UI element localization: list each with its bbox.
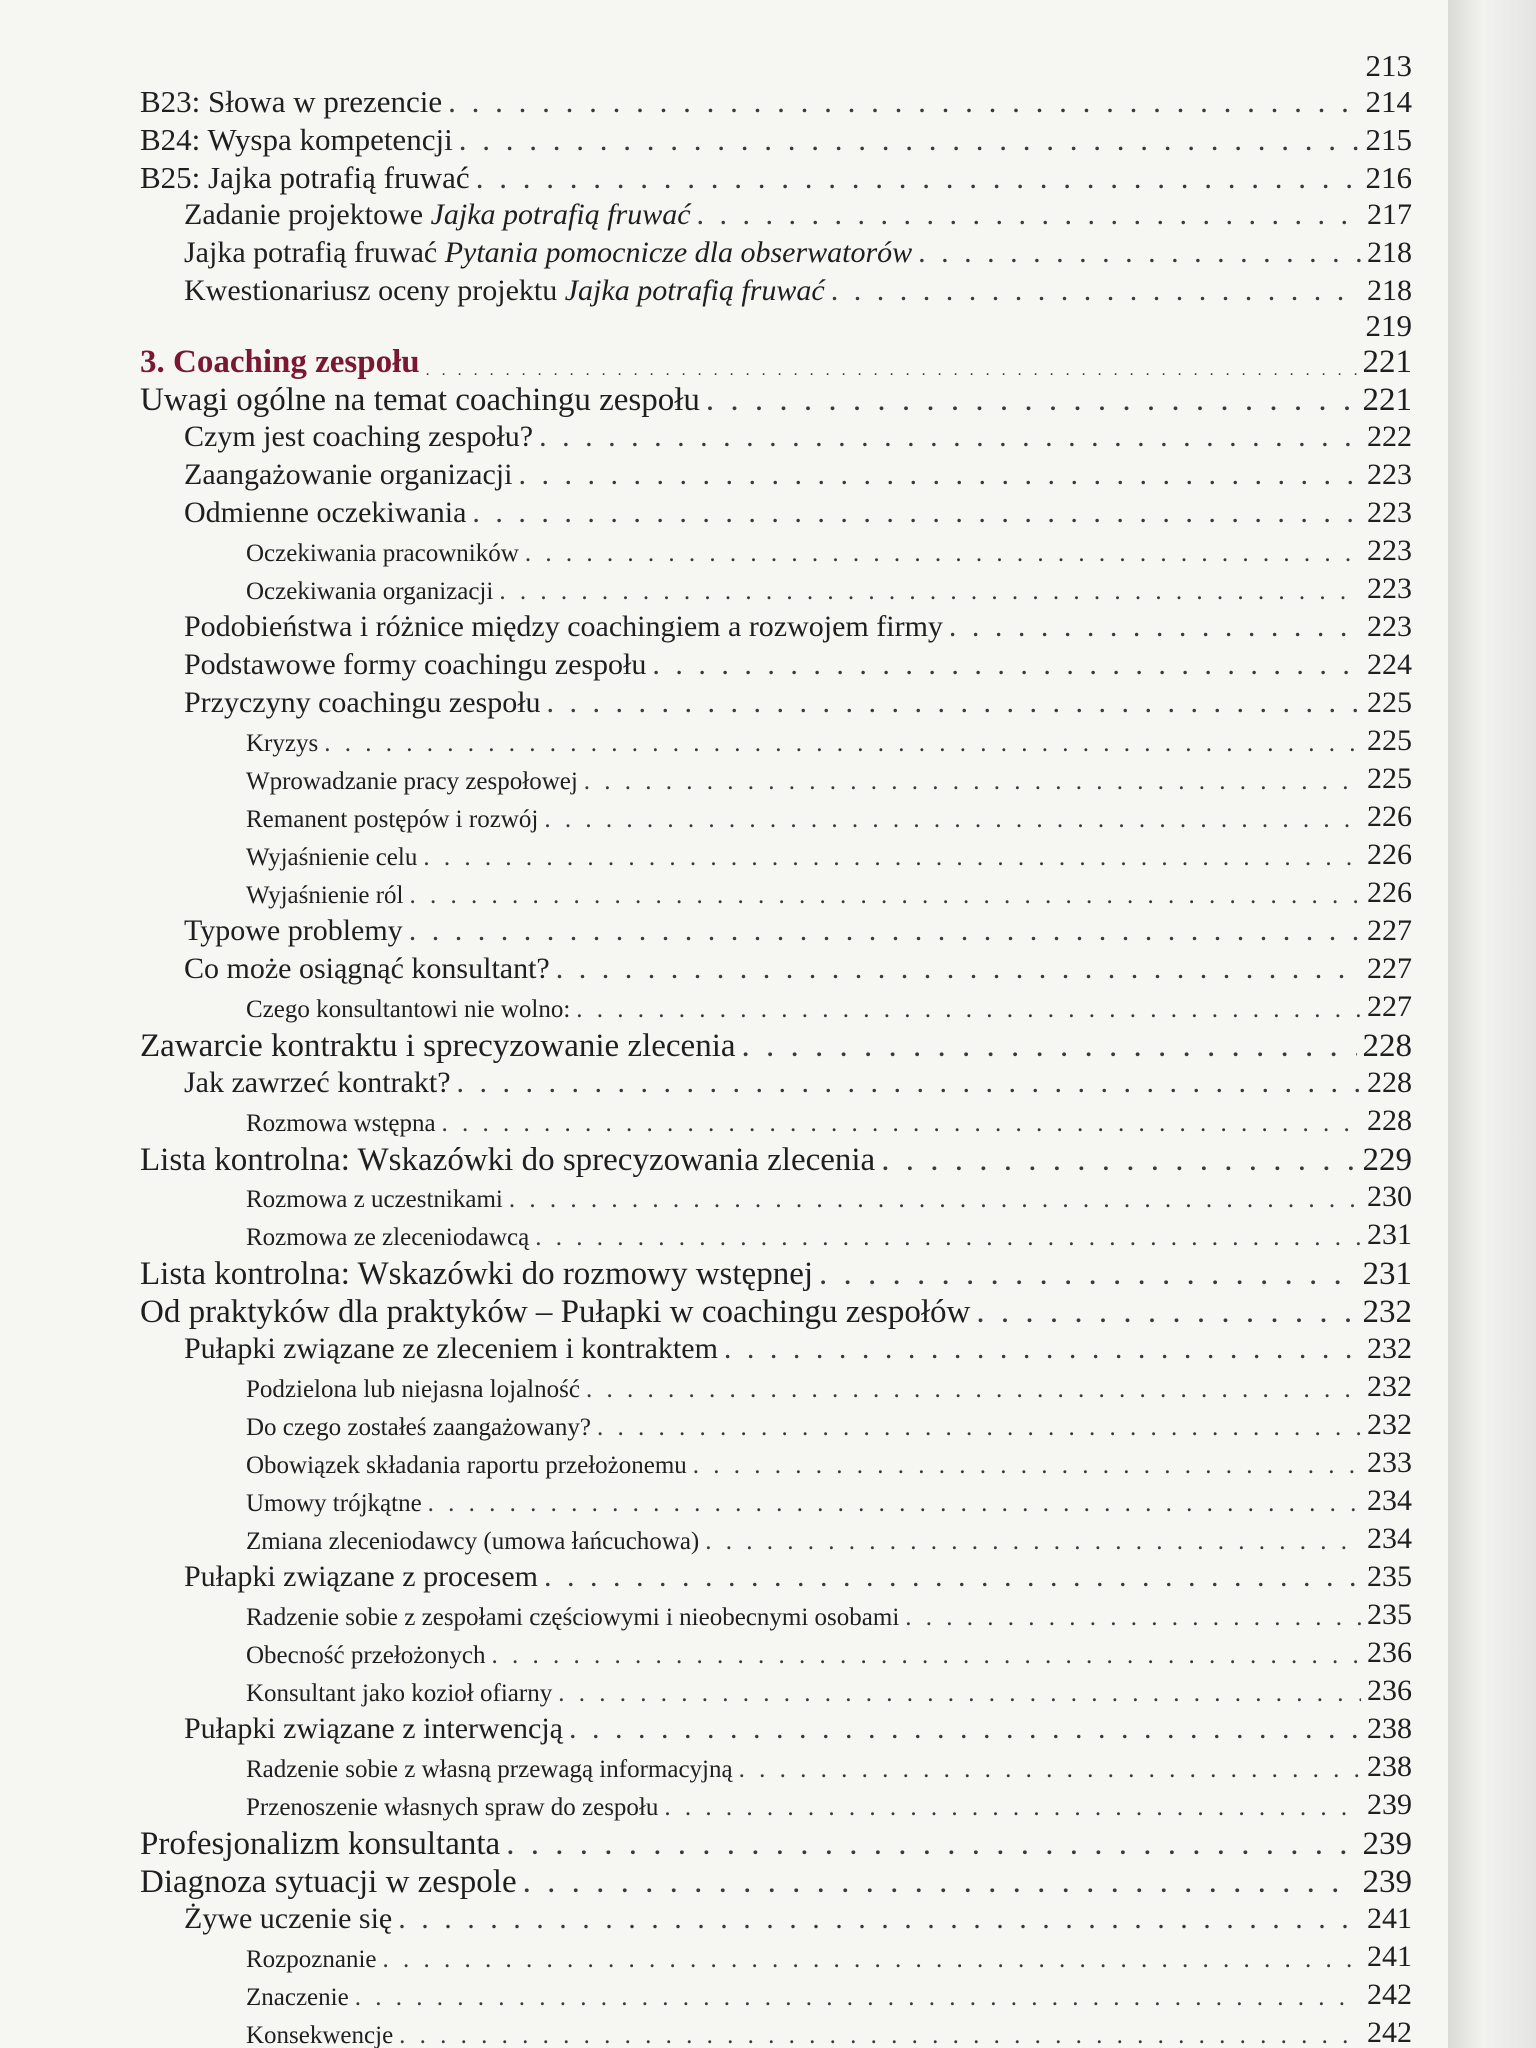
page-number: 215 [1365, 122, 1412, 157]
page-number: 223 [1367, 496, 1412, 529]
dot-leader [399, 2023, 1361, 2048]
toc-entry: Czego konsultantowi nie wolno: . . . 227 [140, 992, 1412, 1022]
page-number: 232 [1367, 1370, 1412, 1403]
page-number: 239 [1362, 1826, 1412, 1862]
dot-leader [476, 162, 1360, 193]
page-number: 231 [1367, 1218, 1412, 1251]
dot-leader [499, 579, 1361, 604]
toc-entry: Radzenie sobie z własną przewagą informacyjną . . . 238 [140, 1752, 1412, 1782]
dot-leader [664, 1795, 1361, 1820]
toc-entry: Typowe problemy . . . 227 [140, 916, 1412, 946]
page-number: 224 [1367, 648, 1412, 681]
page-number: 226 [1367, 800, 1412, 833]
page-number: 225 [1367, 686, 1412, 719]
dot-leader [918, 238, 1361, 268]
toc-entry: Radzenie sobie z zespołami częściowymi i nieobecnymi osobami . . . 235 [140, 1600, 1412, 1630]
dot-leader [697, 200, 1361, 230]
toc-entry: Konsekwencje . . . 242 [140, 2018, 1412, 2048]
page-number: 223 [1367, 572, 1412, 605]
dot-leader [706, 384, 1357, 417]
toc-entry: Podstawowe formy coachingu zespołu . . . 224 [140, 650, 1412, 680]
dot-leader [576, 997, 1361, 1022]
dot-leader [324, 731, 1361, 756]
page-number: 232 [1367, 1332, 1412, 1365]
page-number: 217 [1367, 198, 1412, 231]
page-number: 218 [1367, 274, 1412, 307]
toc-entry: Oczekiwania organizacji . . . 223 [140, 574, 1412, 604]
page-number: 238 [1367, 1750, 1412, 1783]
toc-entry: Rozmowa z uczestnikami . . . 230 [140, 1182, 1412, 1212]
page-number: 228 [1362, 1028, 1412, 1064]
toc-entry: Rozmowa wstępna . . . 228 [140, 1106, 1412, 1136]
toc-entry: B25: Jajka potrafią fruwać . . . 216 [140, 162, 1412, 193]
dot-leader [558, 1681, 1361, 1706]
toc-entry: Podobieństwa i różnice między coachingiem a rozwojem firmy . . . 223 [140, 612, 1412, 642]
toc-entry: Obecność przełożonych . . . 236 [140, 1638, 1412, 1668]
page-number: 227 [1367, 990, 1412, 1023]
dot-leader [459, 124, 1360, 155]
toc-entry: Co może osiągnąć konsultant? . . . 227 [140, 954, 1412, 984]
toc-entry: Kwestionariusz oceny projektu Jajka potrafią fruwać . . . 218 [140, 276, 1412, 306]
dot-leader [383, 1947, 1361, 1972]
page-number: 219 [1365, 308, 1412, 343]
page-number: 221 [1362, 382, 1412, 418]
dot-leader [398, 1904, 1361, 1934]
dot-leader [409, 916, 1361, 946]
book-page-edge [1448, 0, 1536, 2048]
dot-leader [523, 1866, 1357, 1899]
dot-leader [448, 86, 1359, 117]
dot-leader [547, 688, 1361, 718]
dot-leader [472, 498, 1361, 528]
dot-leader [976, 1296, 1356, 1329]
toc-entry: Podzielona lub niejasna lojalność . . . 232 [140, 1372, 1412, 1402]
page-number: 223 [1367, 458, 1412, 491]
toc-entry: Zaangażowanie organizacji . . . 223 [140, 460, 1412, 490]
toc-entry: Zadanie projektowe Jajka potrafią fruwać . . . 217 [140, 200, 1412, 230]
dot-leader [584, 769, 1361, 794]
toc-entry: Lista kontrolna: Wskazówki do rozmowy wstępnej . . . 231 [140, 1258, 1412, 1291]
page-number: 235 [1367, 1560, 1412, 1593]
page-number: 226 [1367, 876, 1412, 909]
dot-leader [525, 541, 1361, 566]
toc-entry: Kryzys . . . 225 [140, 726, 1412, 756]
page-number: 228 [1367, 1066, 1412, 1099]
page-number: 238 [1367, 1712, 1412, 1745]
dot-leader [535, 1225, 1361, 1250]
toc-entry: B23: Słowa w prezencie . . . 214 [140, 86, 1412, 117]
page-number: 214 [1365, 84, 1412, 119]
page-number: 227 [1367, 914, 1412, 947]
toc-entry: Umowy trójkątne . . . 234 [140, 1486, 1412, 1516]
dot-leader [881, 1144, 1356, 1177]
page-number: 241 [1367, 1940, 1412, 1973]
page-number: 234 [1367, 1484, 1412, 1517]
dot-leader [556, 954, 1361, 984]
toc-entry: Lista kontrolna: Wskazówki do sprecyzowania zlecenia . . . 229 [140, 1144, 1412, 1177]
page-number: 225 [1367, 724, 1412, 757]
dot-leader [428, 1491, 1361, 1516]
toc-entry: Remanent postępów i rozwój . . . 226 [140, 802, 1412, 832]
dot-leader [442, 1111, 1361, 1136]
toc-entry: Pułapki związane z procesem . . . 235 [140, 1562, 1412, 1592]
page-number: 234 [1367, 1522, 1412, 1555]
page-number: 236 [1367, 1636, 1412, 1669]
dot-leader [509, 1187, 1361, 1212]
page-number: 228 [1367, 1104, 1412, 1137]
dot-leader [355, 1985, 1361, 2010]
page-number: 236 [1367, 1674, 1412, 1707]
toc-entry: Zawarcie kontraktu i sprecyzowanie zlecenia . . . 228 [140, 1030, 1412, 1063]
page-number: 233 [1367, 1446, 1412, 1479]
page-number: 223 [1367, 534, 1412, 567]
toc-entry: Jajka potrafią fruwać Pytania pomocnicze dla obserwatorów . . . 218 [140, 238, 1412, 268]
toc-entry: Uwagi ogólne na temat coachingu zespołu . . . 221 [140, 384, 1412, 417]
dot-leader [409, 883, 1361, 908]
dot-leader [518, 460, 1361, 490]
page-number: 229 [1362, 1142, 1412, 1178]
dot-leader [652, 650, 1361, 680]
dot-leader [724, 1334, 1361, 1364]
page-number: 232 [1367, 1408, 1412, 1441]
chapter-heading: 3. Coaching zespołu . . . 221 [140, 346, 1412, 379]
dot-leader [544, 1562, 1361, 1592]
toc-entry: Konsultant jako kozioł ofiarny . . . 236 [140, 1676, 1412, 1706]
toc-entry: Rozmowa ze zleceniodawcą . . . 231 [140, 1220, 1412, 1250]
toc-entry: Przenoszenie własnych spraw do zespołu . . . 239 [140, 1790, 1412, 1820]
toc-entry: Rozpoznanie . . . 241 [140, 1942, 1412, 1972]
dot-leader [506, 1828, 1356, 1861]
dot-leader [569, 1714, 1361, 1744]
toc-entry: Diagnoza sytuacji w zespole . . . 239 [140, 1866, 1412, 1899]
page-number: 213 [1365, 48, 1412, 83]
toc-entry: Profesjonalizm konsultanta . . . 239 [140, 1828, 1412, 1861]
toc-entry: Wprowadzanie pracy zespołowej . . . 225 [140, 764, 1412, 794]
toc-entry: Zmiana zleceniodawcy (umowa łańcuchowa) . . . 234 [140, 1524, 1412, 1554]
page-number: 223 [1367, 610, 1412, 643]
page-number: 232 [1362, 1294, 1412, 1330]
page-number: 242 [1367, 1978, 1412, 2011]
toc-entry: Wyjaśnienie celu . . . 226 [140, 840, 1412, 870]
dot-leader [831, 276, 1361, 306]
dot-leader [597, 1415, 1361, 1440]
page-number: 227 [1367, 952, 1412, 985]
page-number: 242 [1367, 2016, 1412, 2048]
dot-leader [539, 422, 1361, 452]
dot-leader [819, 1258, 1356, 1291]
toc-entry: Obowiązek składania raportu przełożonemu . . . 233 [140, 1448, 1412, 1478]
page-number: 231 [1362, 1256, 1412, 1292]
dot-leader [491, 1643, 1361, 1668]
toc-entry: Wyjaśnienie ról . . . 226 [140, 878, 1412, 908]
toc-entry: Odmienne oczekiwania . . . 223 [140, 498, 1412, 528]
toc-entry: Przyczyny coachingu zespołu . . . 225 [140, 688, 1412, 718]
dot-leader [423, 845, 1361, 870]
dot-leader [544, 807, 1361, 832]
page-number: 221 [1362, 344, 1412, 380]
toc-entry: Znaczenie . . . 242 [140, 1980, 1412, 2010]
page-number: 239 [1367, 1788, 1412, 1821]
page-number: 235 [1367, 1598, 1412, 1631]
dot-leader [705, 1529, 1361, 1554]
toc-entry: Czym jest coaching zespołu? . . . 222 [140, 422, 1412, 452]
toc-entry: Do czego zostałeś zaangażowany? . . . 232 [140, 1410, 1412, 1440]
dot-leader [693, 1453, 1361, 1478]
dot-leader [949, 612, 1361, 642]
page-number: 218 [1367, 236, 1412, 269]
page-number: 222 [1367, 420, 1412, 453]
page-number: 225 [1367, 762, 1412, 795]
dot-leader [742, 1030, 1357, 1063]
page-number: 230 [1367, 1180, 1412, 1213]
dot-leader [905, 1605, 1361, 1630]
toc-entry: Pułapki związane ze zleceniem i kontraktem . . . 232 [140, 1334, 1412, 1364]
page-number: 241 [1367, 1902, 1412, 1935]
dot-leader [586, 1377, 1361, 1402]
dot-leader [739, 1757, 1361, 1782]
toc-entry: Pułapki związane z interwencją . . . 238 [140, 1714, 1412, 1744]
toc-entry: Oczekiwania pracowników . . . 223 [140, 536, 1412, 566]
toc-entry: Żywe uczenie się . . . 241 [140, 1904, 1412, 1934]
toc-entry: B24: Wyspa kompetencji . . . 215 [140, 124, 1412, 155]
page-number: 226 [1367, 838, 1412, 871]
dot-leader [457, 1068, 1361, 1098]
page-number: 239 [1362, 1864, 1412, 1900]
dot-leader [426, 363, 1357, 379]
toc-entry: Jak zawrzeć kontrakt? . . . 228 [140, 1068, 1412, 1098]
toc-entry: Od praktyków dla praktyków – Pułapki w coachingu zespołów . . . 232 [140, 1296, 1412, 1329]
page-number: 216 [1365, 160, 1412, 195]
